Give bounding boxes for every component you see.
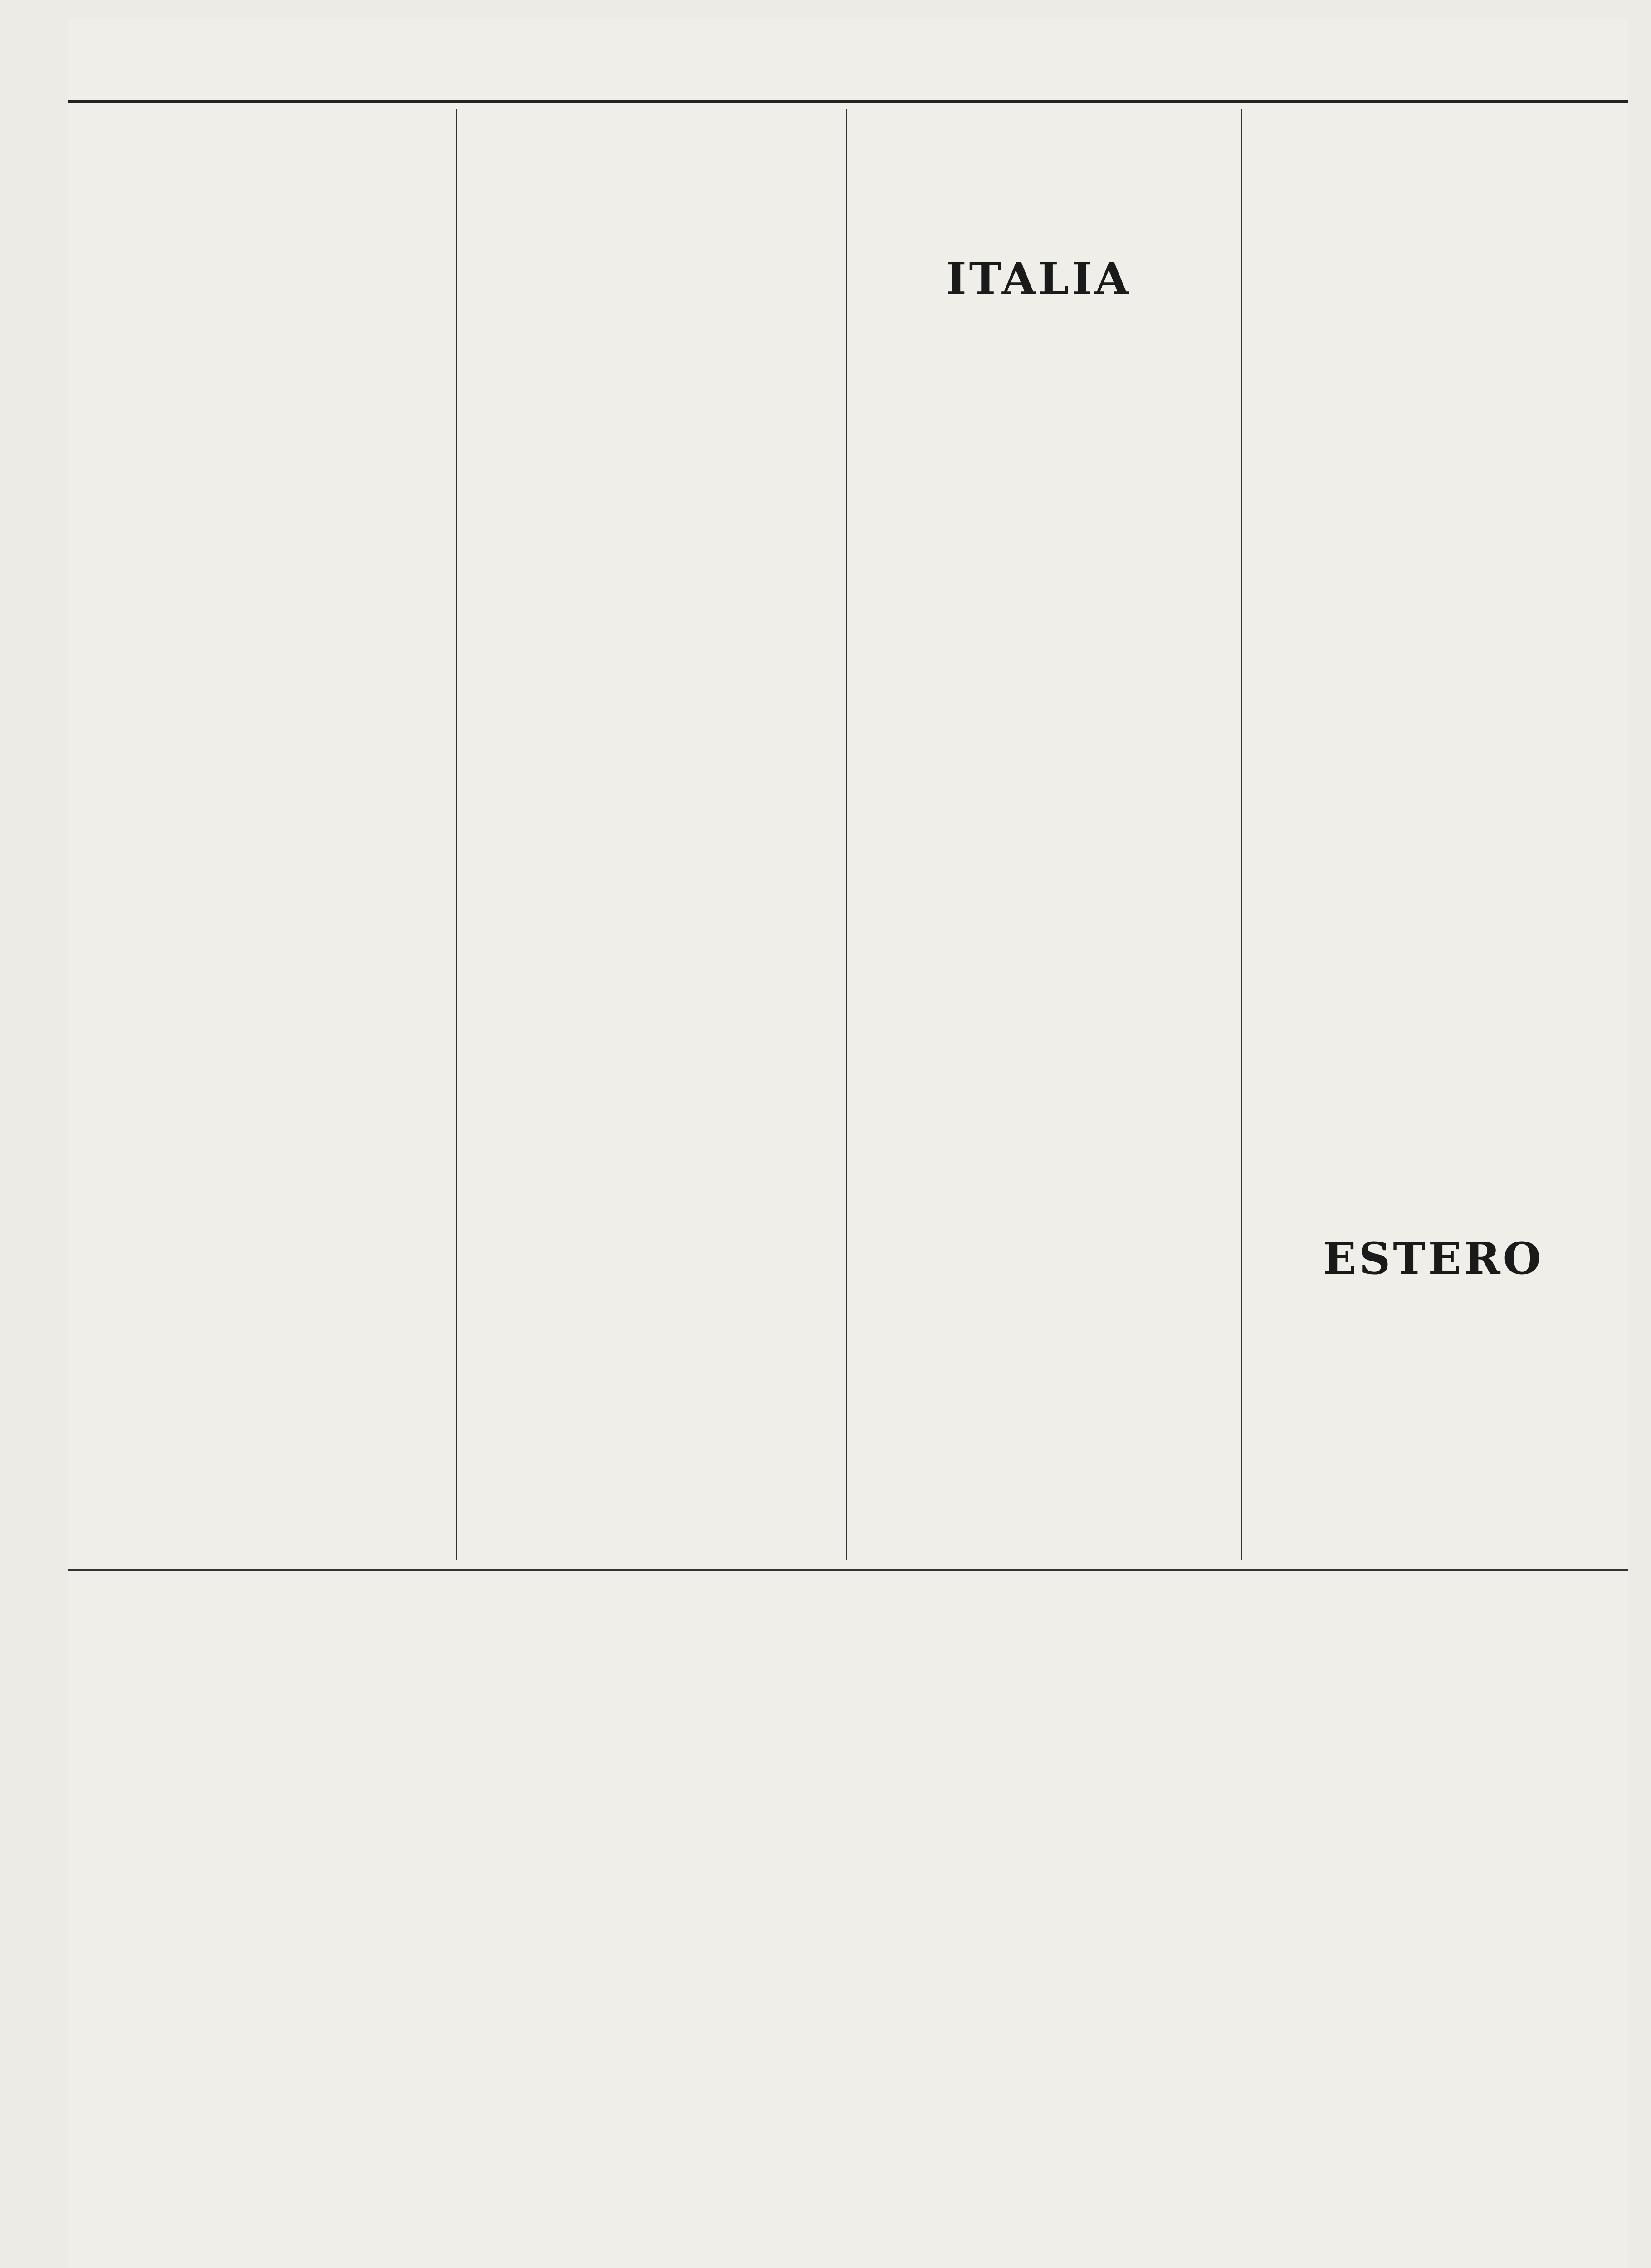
- column-2: [467, 127, 830, 1533]
- section-heading-estero: ESTERO: [1323, 1233, 1544, 1284]
- newspaper-page: [68, 18, 1628, 2268]
- feuilleton-divider: [68, 1569, 1628, 1571]
- column-divider: [1241, 109, 1242, 1560]
- section-heading-italia: ITALIA: [946, 253, 1132, 304]
- column-divider: [456, 109, 457, 1560]
- feuilleton-column-1: [73, 1588, 444, 2268]
- masthead: [68, 32, 1628, 103]
- feuilleton-column-4: [1252, 1588, 1624, 2268]
- column-1: [73, 127, 435, 1533]
- feuilleton-column-2: [467, 1588, 839, 2268]
- column-divider: [846, 109, 847, 1560]
- column-3: [857, 127, 1220, 1533]
- feuilleton-column-3: [857, 1588, 1229, 2268]
- column-4: [1252, 127, 1615, 1533]
